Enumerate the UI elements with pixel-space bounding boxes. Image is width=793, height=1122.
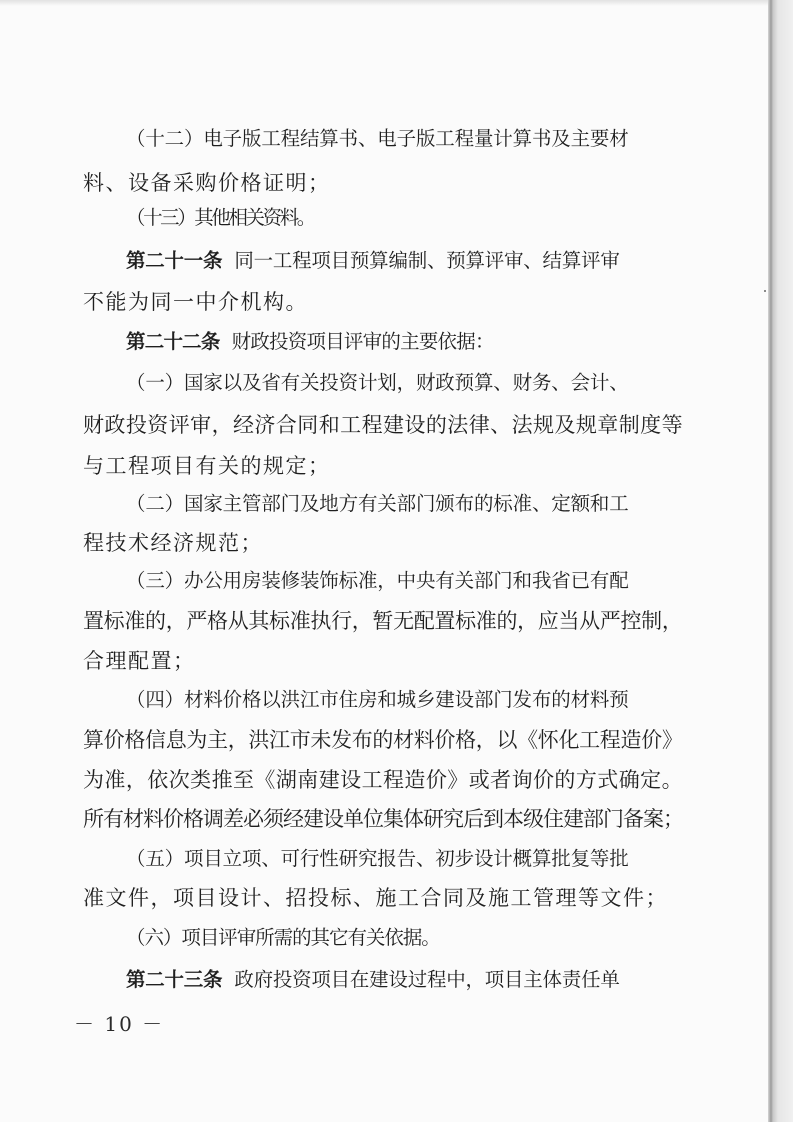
text-line-2: 料、设备采购价格证明； xyxy=(83,171,331,195)
text-line-20: 准文件，项目设计、招投标、施工合同及施工管理等文件； xyxy=(83,886,668,910)
text-line-9: 与工程项目有关的规定； xyxy=(83,454,331,478)
page-edge-shadow xyxy=(768,0,793,1122)
text-line-5: 不能为同一中介机构。 xyxy=(83,290,308,314)
text-line-12: （三）办公用房装修装饰标准，中央有关部门和我省已有配 xyxy=(126,569,629,592)
text-line-19: （五）项目立项、可行性研究报告、初步设计概算批复等批 xyxy=(126,847,629,870)
text-line-1: （十二）电子版工程结算书、电子版工程量计算书及主要材 xyxy=(126,127,629,150)
article-23-heading: 第二十三条 xyxy=(126,968,223,991)
text-line-16: 算价格信息为主，洪江市未发布的材料价格，以《怀化工程造价》 xyxy=(83,728,683,752)
text-line-8: 财政投资评审，经济合同和工程建设的法律、法规及规章制度等 xyxy=(83,413,683,437)
text-line-7: （一）国家以及省有关投资计划，财政预算、财务、会计、 xyxy=(126,371,629,394)
article-22-line xyxy=(126,327,726,357)
page-number: － 10 － xyxy=(74,1012,165,1036)
text-line-18: 所有材料价格调差必须经建设单位集体研究后到本级住建部门备案； xyxy=(83,807,683,831)
scan-speck xyxy=(764,290,766,292)
text-line-13: 置标准的，严格从其标准执行，暂无配置标准的，应当从严控制， xyxy=(83,609,683,633)
article-21-line xyxy=(126,246,726,276)
article-22-heading: 第二十二条 xyxy=(126,330,220,353)
article-21-text: 同一工程项目预算编制、预算评审、结算评审 xyxy=(234,249,620,272)
scan-top-shade xyxy=(0,0,770,6)
text-line-3: （十三）其他相关资料。 xyxy=(126,206,314,229)
text-line-17: 为准，依次类推至《湖南建设工程造价》或者询价的方式确定。 xyxy=(83,768,683,792)
text-line-11: 程技术经济规范； xyxy=(83,531,263,555)
text-line-14: 合理配置； xyxy=(83,649,196,673)
article-21-heading: 第二十一条 xyxy=(126,249,223,272)
article-23-text: 政府投资项目在建设过程中，项目主体责任单 xyxy=(234,968,620,991)
text-line-10: （二）国家主管部门及地方有关部门颁布的标准、定额和工 xyxy=(126,492,629,515)
text-line-21: （六）项目评审所需的其它有关依据。 xyxy=(126,926,440,949)
article-23-line xyxy=(126,965,726,995)
text-line-15: （四）材料价格以洪江市住房和城乡建设部门发布的材料预 xyxy=(126,688,629,711)
article-22-text: 财政投资项目评审的主要依据： xyxy=(231,330,494,353)
